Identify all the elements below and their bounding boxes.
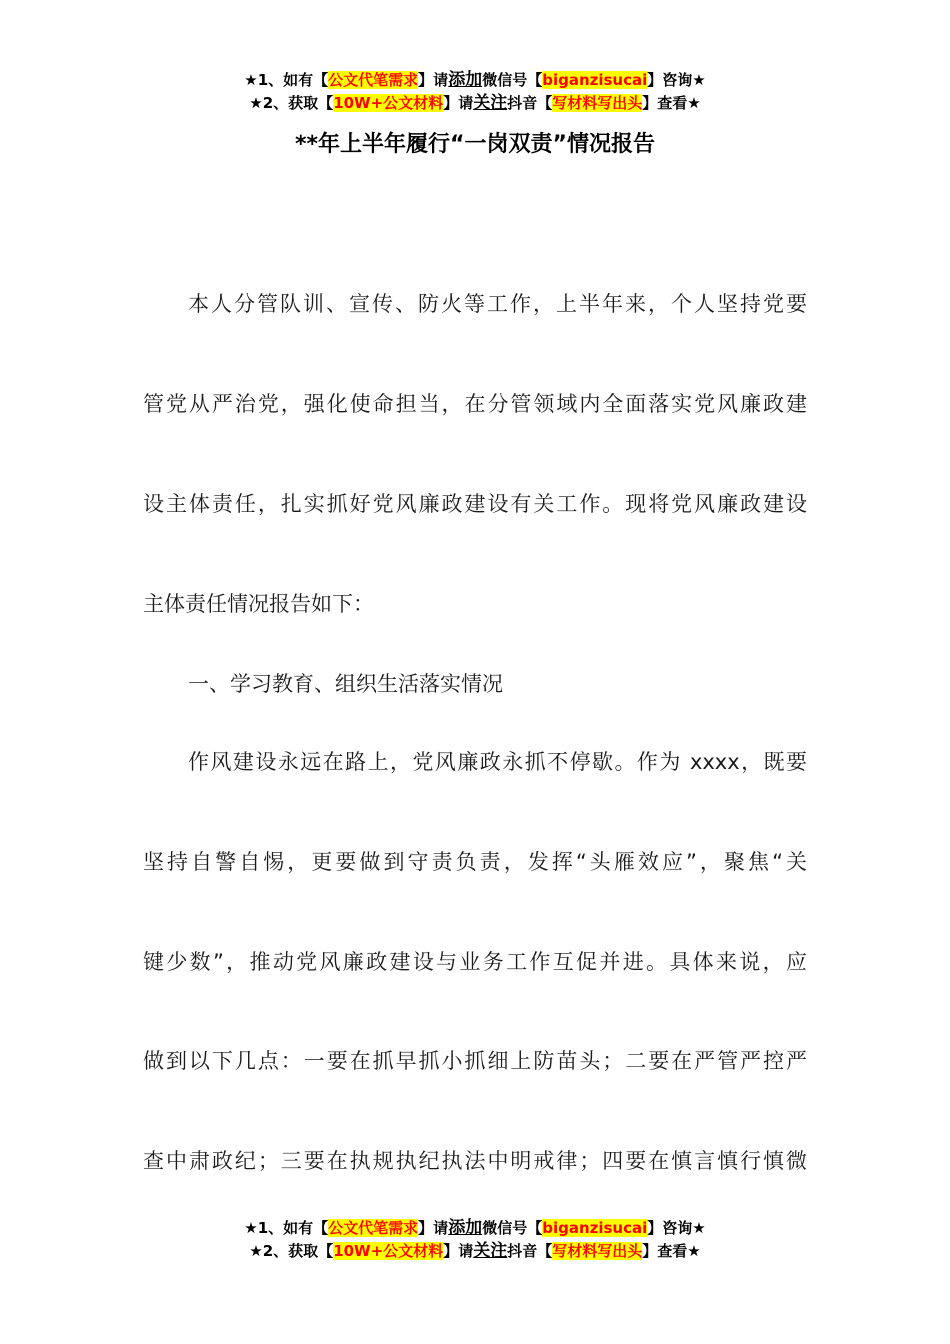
paragraph-line: 管党从严治党，强化使命担当，在分管领域内全面落实党风廉政建: [143, 392, 807, 416]
paragraph-line: 主体责任情况报告如下：: [143, 592, 374, 616]
promo-highlight: 公文代笔需求: [328, 71, 419, 89]
promo-highlight: 10W+公文材料: [333, 1242, 444, 1260]
promo-line-2: ★2、获取【10W+公文材料】请关注抖音【写材料写出头】查看★: [249, 93, 701, 113]
promo-highlight: 公文代笔需求: [328, 1219, 419, 1237]
promo-wechat-id: biganzisucai: [542, 1219, 648, 1237]
header-promo: [0, 69, 950, 115]
paragraph-line: 作风建设永远在路上，党风廉政永抓不停歇。作为 xxxx，既要: [188, 750, 807, 774]
promo-emphasis: 关注: [473, 93, 508, 113]
paragraph-line: 坚持自警自惕，更要做到守责负责，发挥“头雁效应”，聚焦“关: [143, 850, 807, 874]
promo-line-1: ★1、如有【公文代笔需求】请添加微信号【biganzisucai】咨询★: [244, 70, 706, 90]
promo-line-2: ★2、获取【10W+公文材料】请关注抖音【写材料写出头】查看★: [249, 1241, 701, 1261]
promo-douyin-id: 写材料写出头: [552, 94, 643, 112]
promo-line-1: ★1、如有【公文代笔需求】请添加微信号【biganzisucai】咨询★: [244, 1218, 706, 1238]
paragraph-line: 做到以下几点：一要在抓早抓小抓细上防苗头；二要在严管严控严: [143, 1049, 807, 1073]
section-heading: 一、学习教育、组织生活落实情况: [188, 672, 503, 696]
paragraph-line: 查中肃政纪；三要在执规执纪执法中明戒律；四要在慎言慎行慎微: [143, 1149, 807, 1173]
promo-emphasis: 关注: [473, 1241, 508, 1261]
document-title: **年上半年履行“一岗双责”情况报告: [295, 132, 655, 157]
promo-douyin-id: 写材料写出头: [552, 1242, 643, 1260]
promo-emphasis: 添加: [448, 70, 483, 90]
footer-promo: [0, 1217, 950, 1263]
paragraph-line: 键少数”，推动党风廉政建设与业务工作互促并进。具体来说，应: [143, 950, 807, 974]
promo-wechat-id: biganzisucai: [542, 71, 648, 89]
promo-emphasis: 添加: [448, 1218, 483, 1238]
paragraph-line: 设主体责任，扎实抓好党风廉政建设有关工作。现将党风廉政建设: [143, 492, 807, 516]
paragraph-line: 本人分管队训、宣传、防火等工作，上半年来，个人坚持党要: [188, 292, 807, 316]
promo-highlight: 10W+公文材料: [333, 94, 444, 112]
